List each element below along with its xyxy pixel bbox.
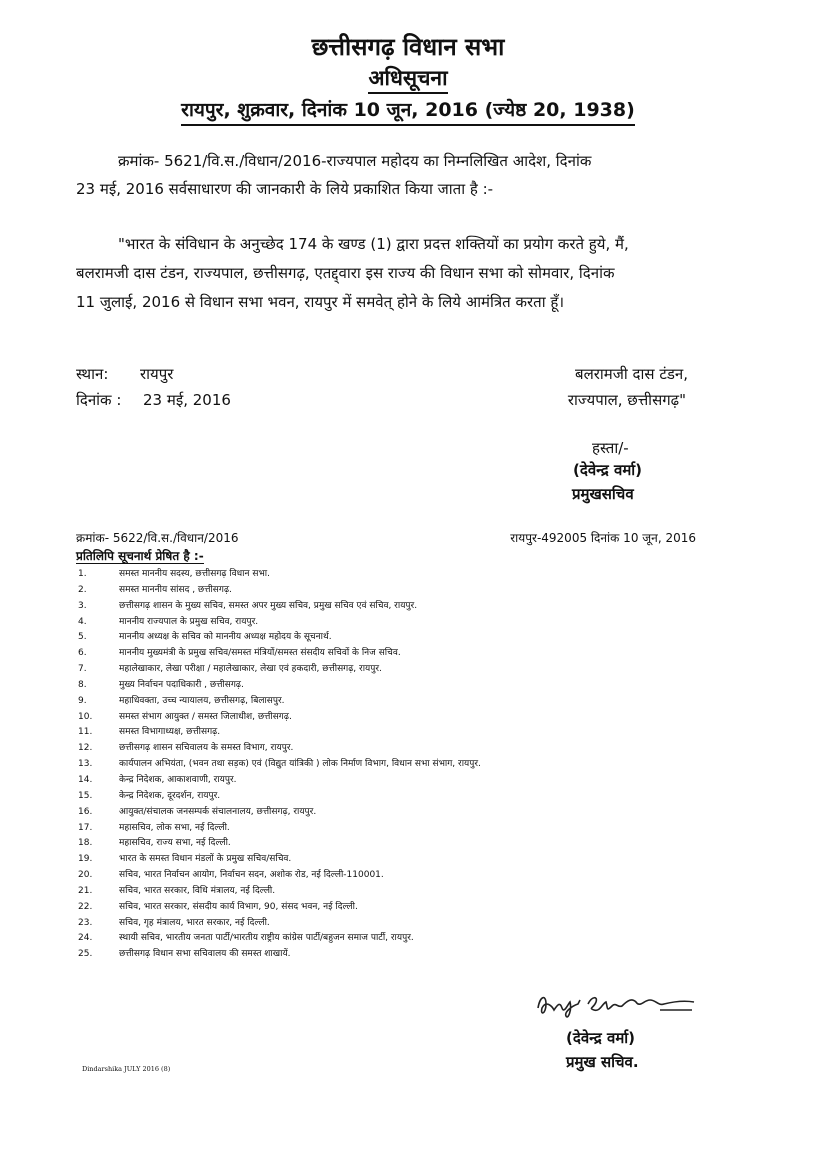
document-subtitle: अधिसूचना — [0, 64, 816, 92]
copy-list-item-number: 25. — [78, 949, 93, 960]
copy-list-item-text: माननीय मुख्यमंत्री के प्रमुख सचिव/समस्त मंत्रियों/समस्त संसदीय सचिवों के निज सचिव. — [119, 648, 401, 659]
copy-list-item-number: 5. — [78, 632, 87, 643]
signatory2-designation: प्रमुख सचिव. — [566, 1053, 639, 1071]
copy-ref: क्रमांक- 5622/वि.स./विधान/2016 — [76, 531, 239, 545]
copy-list-item-number: 2. — [78, 584, 87, 595]
copy-list-item-text: महाधिवक्ता, उच्च न्यायालय, छत्तीसगढ़, बिलासपुर. — [119, 695, 285, 706]
copy-list-item-number: 1. — [78, 569, 87, 579]
copy-list-item-text: सचिव, भारत सरकार, विधि मंत्रालय, नई दिल्ली. — [119, 885, 276, 896]
copy-list-item-number: 3. — [78, 600, 87, 611]
copy-list-item-text: स्थायी सचिव, भारतीय जनता पार्टी/भारतीय राष्ट्रीय कांग्रेस पार्टी/बहुजन समाज पार्टी, रायपुर. — [119, 933, 414, 944]
copy-list-item — [78, 725, 778, 741]
date-value: 23 मई, 2016 — [143, 391, 231, 409]
copy-list-item — [78, 662, 778, 678]
copy-list-item-text: आयुक्त/संचालक जनसम्पर्क संचालनालय, छत्तीसगढ़, रायपुर. — [119, 806, 317, 817]
copy-list-item-number: 8. — [78, 679, 87, 690]
intro-line-2: 23 मई, 2016 सर्वसाधारण की जानकारी के लिये प्रकाशित किया जाता है :- — [76, 180, 494, 198]
copy-list-item — [78, 583, 778, 599]
copy-list-item-number: 7. — [78, 664, 87, 675]
copy-list-item — [78, 694, 778, 710]
copy-list-item-number: 17. — [78, 822, 93, 833]
copy-list-item — [78, 757, 778, 773]
copy-list-item-number: 10. — [78, 711, 93, 722]
copy-list-item — [78, 884, 778, 900]
copy-list-item-number: 24. — [78, 933, 93, 944]
copy-list-item-text: सचिव, भारत निर्वाचन आयोग, निर्वाचन सदन, अशोक रोड, नई दिल्ली-110001. — [119, 870, 384, 881]
date-label: दिनांक : — [76, 391, 122, 409]
copy-list — [78, 567, 778, 963]
copy-list-item-number: 15. — [78, 790, 93, 801]
copy-list-item-text: माननीय अध्यक्ष के सचिव को माननीय अध्यक्ष महोदय के सूचनार्थ. — [119, 632, 332, 643]
copy-list-item-number: 20. — [78, 870, 93, 881]
copy-list-item-text: समस्त विभागाध्यक्ष, छत्तीसगढ़. — [119, 727, 221, 738]
copy-list-item-number: 12. — [78, 743, 93, 754]
intro-line-1: क्रमांक- 5621/वि.स./विधान/2016-राज्यपाल महोदय का निम्नलिखित आदेश, दिनांक — [118, 152, 592, 170]
copy-list-item-text: छत्तीसगढ़ शासन के मुख्य सचिव, समस्त अपर मुख्य सचिव, प्रमुख सचिव एवं सचिव, रायपुर. — [119, 600, 418, 611]
copy-list-item — [78, 630, 778, 646]
copy-list-item-number: 14. — [78, 774, 93, 785]
copy-list-item — [78, 852, 778, 868]
copy-list-item — [78, 931, 778, 947]
copy-list-item-text: सचिव, भारत सरकार, संसदीय कार्य विभाग, 90, संसद भवन, नई दिल्ली. — [119, 901, 358, 912]
copy-list-item-number: 19. — [78, 854, 93, 865]
copy-list-item-text: माननीय राज्यपाल के प्रमुख सचिव, रायपुर. — [119, 616, 259, 627]
copy-list-item-number: 21. — [78, 885, 93, 896]
copy-list-item — [78, 789, 778, 805]
copy-list-item-text: कार्यपालन अभियंता, (भवन तथा सड़क) एवं (विद्युत यांत्रिकी ) लोक निर्माण विभाग, विधान सभा संभाग, रायपुर. — [119, 759, 481, 770]
handwritten-signature — [532, 986, 702, 1026]
copy-list-item-number: 18. — [78, 838, 93, 849]
copy-list-item — [78, 615, 778, 631]
copy-list-item — [78, 710, 778, 726]
copy-list-item-text: भारत के समस्त विधान मंडलों के प्रमुख सचिव/सचिव. — [119, 854, 292, 865]
copy-list-item-number: 4. — [78, 616, 87, 627]
copy-list-item — [78, 805, 778, 821]
copy-list-item — [78, 741, 778, 757]
copy-list-item — [78, 900, 778, 916]
copy-list-item-number: 23. — [78, 917, 93, 928]
footer-note: Dindarshika JULY 2016 (8) — [82, 1065, 171, 1073]
copy-list-item-text: महालेखाकार, लेखा परीक्षा / महालेखाकार, लेखा एवं हकदारी, छत्तीसगढ़, रायपुर. — [119, 664, 382, 675]
copy-list-item-text: केन्द्र निदेशक, दूरदर्शन, रायपुर. — [119, 790, 221, 801]
governor-title: राज्यपाल, छत्तीसगढ़" — [567, 391, 686, 409]
copy-list-item — [78, 567, 778, 583]
order-line-2: बलरामजी दास टंडन, राज्यपाल, छत्तीसगढ़, एतद्द्वारा इस राज्य की विधान सभा को सोमवार, दिनांक — [76, 264, 615, 282]
copy-list-item — [78, 868, 778, 884]
copy-list-item-text: महासचिव, राज्य सभा, नई दिल्ली. — [119, 838, 231, 849]
copy-list-item-text: महासचिव, लोक सभा, नई दिल्ली. — [119, 822, 230, 833]
copy-list-item-number: 9. — [78, 695, 87, 706]
copy-list-item-number: 11. — [78, 727, 93, 738]
copy-list-item-text: छत्तीसगढ़ विधान सभा सचिवालय की समस्त शाखायें. — [119, 949, 291, 960]
order-line-3: 11 जुलाई, 2016 से विधान सभा भवन, रायपुर में समवेत् होने के लिये आमंत्रित करता हूँ। — [76, 293, 565, 311]
copy-place-date: रायपुर-492005 दिनांक 10 जून, 2016 — [510, 531, 696, 545]
document-dateline: रायपुर, शुक्रवार, दिनांक 10 जून, 2016 (ज्येष्ठ 20, 1938) — [0, 96, 816, 122]
signed-mark: हस्ता/- — [592, 439, 629, 457]
place-label: स्थान: — [76, 365, 109, 383]
copy-list-item-number: 22. — [78, 901, 93, 912]
governor-name: बलरामजी दास टंडन, — [575, 365, 688, 383]
copy-list-item-text: छत्तीसगढ़ शासन सचिवालय के समस्त विभाग, रायपुर. — [119, 743, 294, 754]
copy-list-item-text: सचिव, गृह मंत्रालय, भारत सरकार, नई दिल्ली. — [119, 917, 270, 928]
signatory-designation: प्रमुखसचिव — [572, 485, 634, 503]
order-line-1: "भारत के संविधान के अनुच्छेद 174 के खण्ड (1) द्वारा प्रदत्त शक्तियों का प्रयोग करते हुये, मैं, — [118, 235, 629, 253]
signatory-name: (देवेन्द्र वर्मा) — [573, 461, 643, 479]
copy-list-item-text: समस्त माननीय सदस्य, छत्तीसगढ़ विधान सभा. — [119, 569, 270, 579]
copy-list-item-text: केन्द्र निदेशक, आकाशवाणी, रायपुर. — [119, 774, 237, 785]
copy-list-item — [78, 821, 778, 837]
copy-list-item-number: 16. — [78, 806, 93, 817]
copy-heading: प्रतिलिपि सूचनार्थ प्रेषित है :- — [76, 549, 204, 563]
copy-list-item — [78, 646, 778, 662]
copy-list-item — [78, 916, 778, 932]
copy-list-item — [78, 773, 778, 789]
copy-list-item — [78, 947, 778, 963]
copy-list-item — [78, 599, 778, 615]
copy-list-item-text: समस्त संभाग आयुक्त / समस्त जिलाधीश, छत्तीसगढ़. — [119, 711, 292, 722]
copy-list-item-text: मुख्य निर्वाचन पदाधिकारी , छत्तीसगढ़. — [119, 679, 244, 690]
copy-list-item — [78, 836, 778, 852]
signatory2-name: (देवेन्द्र वर्मा) — [566, 1029, 636, 1047]
copy-list-item-text: समस्त माननीय सांसद , छत्तीसगढ़. — [119, 584, 232, 595]
copy-list-item-number: 6. — [78, 648, 87, 659]
copy-list-item-number: 13. — [78, 759, 93, 770]
place-value: रायपुर — [140, 365, 174, 383]
copy-list-item — [78, 678, 778, 694]
document-title: छत्तीसगढ़ विधान सभा — [311, 33, 505, 61]
